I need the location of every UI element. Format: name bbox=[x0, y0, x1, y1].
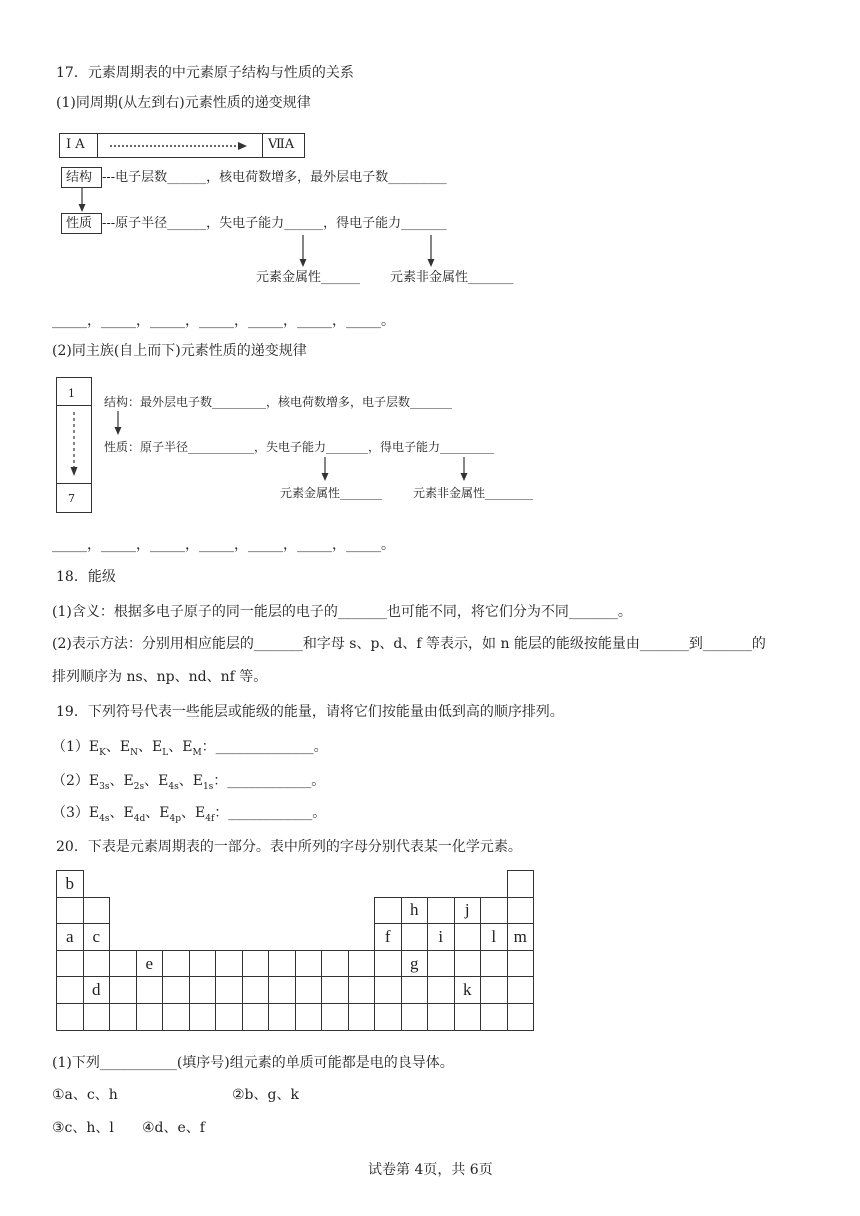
symbol-separator: 、 bbox=[178, 773, 193, 789]
pt-cell bbox=[481, 977, 508, 1004]
group-metal-text: 元素金属性_______ bbox=[280, 486, 383, 500]
pt-cell-a: a bbox=[57, 924, 84, 951]
pt-row-2 bbox=[57, 897, 534, 924]
pt-cell bbox=[507, 897, 534, 924]
pt-cell bbox=[481, 950, 508, 977]
pt-cell bbox=[507, 871, 534, 898]
q19-item1-symbols bbox=[88, 739, 202, 758]
pt-cell bbox=[454, 924, 481, 951]
pt-cell-g: g bbox=[401, 950, 428, 977]
symbol-separator: 、 bbox=[180, 805, 195, 821]
pt-cell bbox=[136, 977, 163, 1004]
q19-title: 19．下列符号代表一些能层或能级的能量，请将它们按能量由低到高的顺序排列。 bbox=[56, 704, 564, 720]
pt-cell bbox=[216, 977, 243, 1004]
pt-cell bbox=[216, 950, 243, 977]
periodic-table-fragment bbox=[56, 870, 534, 1031]
pt-cell bbox=[163, 1003, 190, 1030]
pt-cell bbox=[428, 1003, 455, 1030]
pt-cell-d: d bbox=[83, 977, 110, 1004]
pt-cell bbox=[322, 950, 349, 977]
q17-title: 17．元素周期表的中元素原子结构与性质的关系 bbox=[56, 65, 354, 81]
pt-cell bbox=[454, 950, 481, 977]
pt-cell bbox=[242, 950, 269, 977]
down-arrow-icon bbox=[426, 235, 436, 269]
down-arrow-icon bbox=[320, 457, 330, 483]
q17-part2-answer-line: _____，_____，_____，_____，_____，_____，_____。 bbox=[52, 537, 395, 553]
pt-cell bbox=[348, 977, 375, 1004]
pt-cell bbox=[57, 977, 84, 1004]
q19-item3-symbols bbox=[88, 805, 215, 824]
energy-symbol: $E_{3s}$ bbox=[88, 773, 110, 792]
period-structure-text: ---电子层数______，核电荷数增多，最外层电子数_________ bbox=[102, 170, 447, 185]
energy-symbol: $E_{4f}$ bbox=[194, 805, 215, 824]
pt-cell-l: l bbox=[481, 924, 508, 951]
group-nonmetal-text: 元素非金属性________ bbox=[413, 486, 534, 500]
pt-cell bbox=[481, 1003, 508, 1030]
pt-cell-f: f bbox=[375, 924, 402, 951]
q20-option-2: ②b、g、k bbox=[232, 1087, 299, 1103]
group-structure-text: 结构：最外层电子数_________，核电荷数增多，电子层数_______ bbox=[104, 395, 453, 409]
pt-cell bbox=[57, 950, 84, 977]
q20-option-1: ①a、c、h bbox=[52, 1087, 118, 1103]
group-property-text: 性质：原子半径___________，失电子能力_______，得电子能力_________ bbox=[104, 440, 495, 454]
group-VIIA-label: ⅦA bbox=[268, 137, 295, 152]
q17-part2-heading: (2)同主族(自上而下)元素性质的递变规律 bbox=[52, 343, 307, 359]
down-arrow-icon bbox=[113, 411, 123, 437]
pt-cell bbox=[242, 1003, 269, 1030]
group-divider-bottom bbox=[56, 483, 92, 484]
energy-symbol: $E_N$ bbox=[119, 739, 138, 758]
energy-symbol: $E_{4d}$ bbox=[123, 805, 146, 824]
symbol-separator: 、 bbox=[109, 773, 124, 789]
pt-cell bbox=[401, 1003, 428, 1030]
period-property-text: ---原子半径______，失电子能力______，得电子能力_______ bbox=[102, 216, 447, 231]
pt-row-3 bbox=[57, 924, 534, 951]
q19-item1 bbox=[52, 737, 328, 763]
q19-item2 bbox=[52, 771, 325, 797]
symbol-separator: 、 bbox=[105, 739, 120, 755]
energy-symbol: $E_K$ bbox=[88, 739, 106, 758]
q20-option-4: ④d、e、f bbox=[142, 1120, 205, 1136]
pt-row-6 bbox=[57, 1003, 534, 1030]
pt-cell bbox=[428, 950, 455, 977]
energy-symbol: $E_{2s}$ bbox=[123, 773, 145, 792]
pt-cell-e: e bbox=[136, 950, 163, 977]
down-dashed-arrow-icon bbox=[68, 410, 80, 480]
pt-cell bbox=[322, 1003, 349, 1030]
pt-cell bbox=[269, 950, 296, 977]
pt-cell bbox=[57, 897, 84, 924]
down-arrow-icon bbox=[77, 188, 87, 213]
pt-cell bbox=[507, 950, 534, 977]
q17-part1-answer-line: _____，_____，_____，_____，_____，_____，_____。 bbox=[52, 313, 395, 329]
pt-cell bbox=[189, 950, 216, 977]
pt-cell bbox=[295, 950, 322, 977]
pt-cell-i: i bbox=[428, 924, 455, 951]
symbol-separator: 、 bbox=[168, 739, 183, 755]
group-divider-top bbox=[56, 405, 92, 406]
energy-symbol: $E_{4s}$ bbox=[158, 773, 179, 792]
pt-cell bbox=[163, 950, 190, 977]
symbol-separator: 、 bbox=[109, 805, 124, 821]
pt-cell bbox=[163, 977, 190, 1004]
page-footer: 试卷第 4页，共 6页 bbox=[368, 1162, 493, 1178]
pt-cell-j: j bbox=[454, 897, 481, 924]
pt-cell bbox=[110, 950, 137, 977]
period-nonmetal-text: 元素非金属性_______ bbox=[390, 270, 514, 285]
pt-row-1 bbox=[57, 871, 534, 898]
pt-cell bbox=[375, 977, 402, 1004]
pt-cell bbox=[507, 1003, 534, 1030]
pt-cell bbox=[83, 1003, 110, 1030]
q19-item1-tail: ：______________。 bbox=[201, 739, 328, 755]
pt-cell bbox=[428, 897, 455, 924]
symbol-separator: 、 bbox=[145, 805, 160, 821]
pt-cell bbox=[242, 977, 269, 1004]
period-arrow-icon bbox=[110, 140, 250, 152]
group-IA-label: Ⅰ A bbox=[66, 137, 85, 152]
pt-cell-h: h bbox=[401, 897, 428, 924]
pt-cell bbox=[375, 1003, 402, 1030]
pt-cell-c: c bbox=[83, 924, 110, 951]
pt-cell bbox=[481, 897, 508, 924]
group-divider-left bbox=[97, 133, 98, 158]
property-label: 性质 bbox=[66, 216, 93, 231]
pt-cell bbox=[375, 950, 402, 977]
down-arrow-icon bbox=[459, 457, 469, 483]
pt-cell bbox=[375, 897, 402, 924]
down-arrow-icon bbox=[298, 235, 308, 269]
q20-sub1: (1)下列___________(填序号)组元素的单质可能都是电的良导体。 bbox=[52, 1055, 454, 1071]
pt-cell bbox=[295, 977, 322, 1004]
q19-item2-tail: ：____________。 bbox=[213, 773, 326, 789]
q18-line2: (2)表示方法：分别用相应能层的_______和字母 s、p、d、f 等表示，如 n 能层的能级按能量由_______到_______的 bbox=[52, 636, 766, 652]
pt-cell bbox=[348, 950, 375, 977]
q19-item2-symbols bbox=[88, 773, 214, 792]
period-metal-text: 元素金属性______ bbox=[256, 270, 361, 285]
period-1-label: 1 bbox=[68, 387, 75, 400]
energy-symbol: $E_{1s}$ bbox=[192, 773, 214, 792]
pt-cell bbox=[136, 1003, 163, 1030]
pt-cell bbox=[322, 977, 349, 1004]
q17-part1-heading: (1)同周期(从左到右)元素性质的递变规律 bbox=[56, 95, 311, 111]
pt-cell bbox=[110, 977, 137, 1004]
pt-cell bbox=[401, 977, 428, 1004]
pt-cell bbox=[295, 1003, 322, 1030]
q19-item3 bbox=[52, 803, 326, 829]
pt-cell bbox=[428, 977, 455, 1004]
pt-cell bbox=[189, 977, 216, 1004]
pt-row-5 bbox=[57, 977, 534, 1004]
pt-cell bbox=[507, 977, 534, 1004]
energy-symbol: $E_M$ bbox=[182, 739, 202, 758]
energy-symbol: $E_L$ bbox=[152, 739, 169, 758]
q18-line3: 排列顺序为 ns、np、nd、nf 等。 bbox=[52, 669, 268, 685]
period-7-label: 7 bbox=[68, 492, 75, 505]
symbol-separator: 、 bbox=[138, 739, 152, 755]
energy-symbol: $E_{4p}$ bbox=[159, 805, 181, 824]
pt-cell bbox=[454, 1003, 481, 1030]
pt-cell bbox=[83, 897, 110, 924]
q20-title: 20．下表是元素周期表的一部分。表中所列的字母分别代表某一化学元素。 bbox=[56, 839, 522, 855]
pt-cell bbox=[269, 1003, 296, 1030]
q20-option-3: ③c、h、l bbox=[52, 1120, 114, 1136]
q19-item3-tail: ：____________。 bbox=[214, 805, 327, 821]
q18-line1: (1)含义：根据多电子原子的同一能层的电子的_______也可能不同，将它们分为不同_______。 bbox=[52, 604, 632, 620]
symbol-separator: 、 bbox=[144, 773, 159, 789]
pt-row-4 bbox=[57, 950, 534, 977]
pt-cell-b: b bbox=[57, 871, 84, 898]
pt-cell bbox=[401, 924, 428, 951]
pt-cell bbox=[189, 1003, 216, 1030]
q19-item2-num: （2） bbox=[52, 773, 89, 789]
q19-item3-num: （3） bbox=[52, 805, 89, 821]
pt-cell bbox=[57, 1003, 84, 1030]
pt-cell bbox=[83, 950, 110, 977]
pt-cell bbox=[348, 1003, 375, 1030]
pt-cell bbox=[269, 977, 296, 1004]
pt-cell bbox=[216, 1003, 243, 1030]
pt-cell-k: k bbox=[454, 977, 481, 1004]
q19-item1-num: （1） bbox=[52, 739, 89, 755]
q18-title: 18．能级 bbox=[56, 569, 116, 585]
pt-cell bbox=[110, 1003, 137, 1030]
pt-cell-m: m bbox=[507, 924, 534, 951]
energy-symbol: $E_{4s}$ bbox=[88, 805, 110, 824]
group-divider-right bbox=[262, 133, 263, 158]
structure-label: 结构 bbox=[66, 170, 93, 185]
